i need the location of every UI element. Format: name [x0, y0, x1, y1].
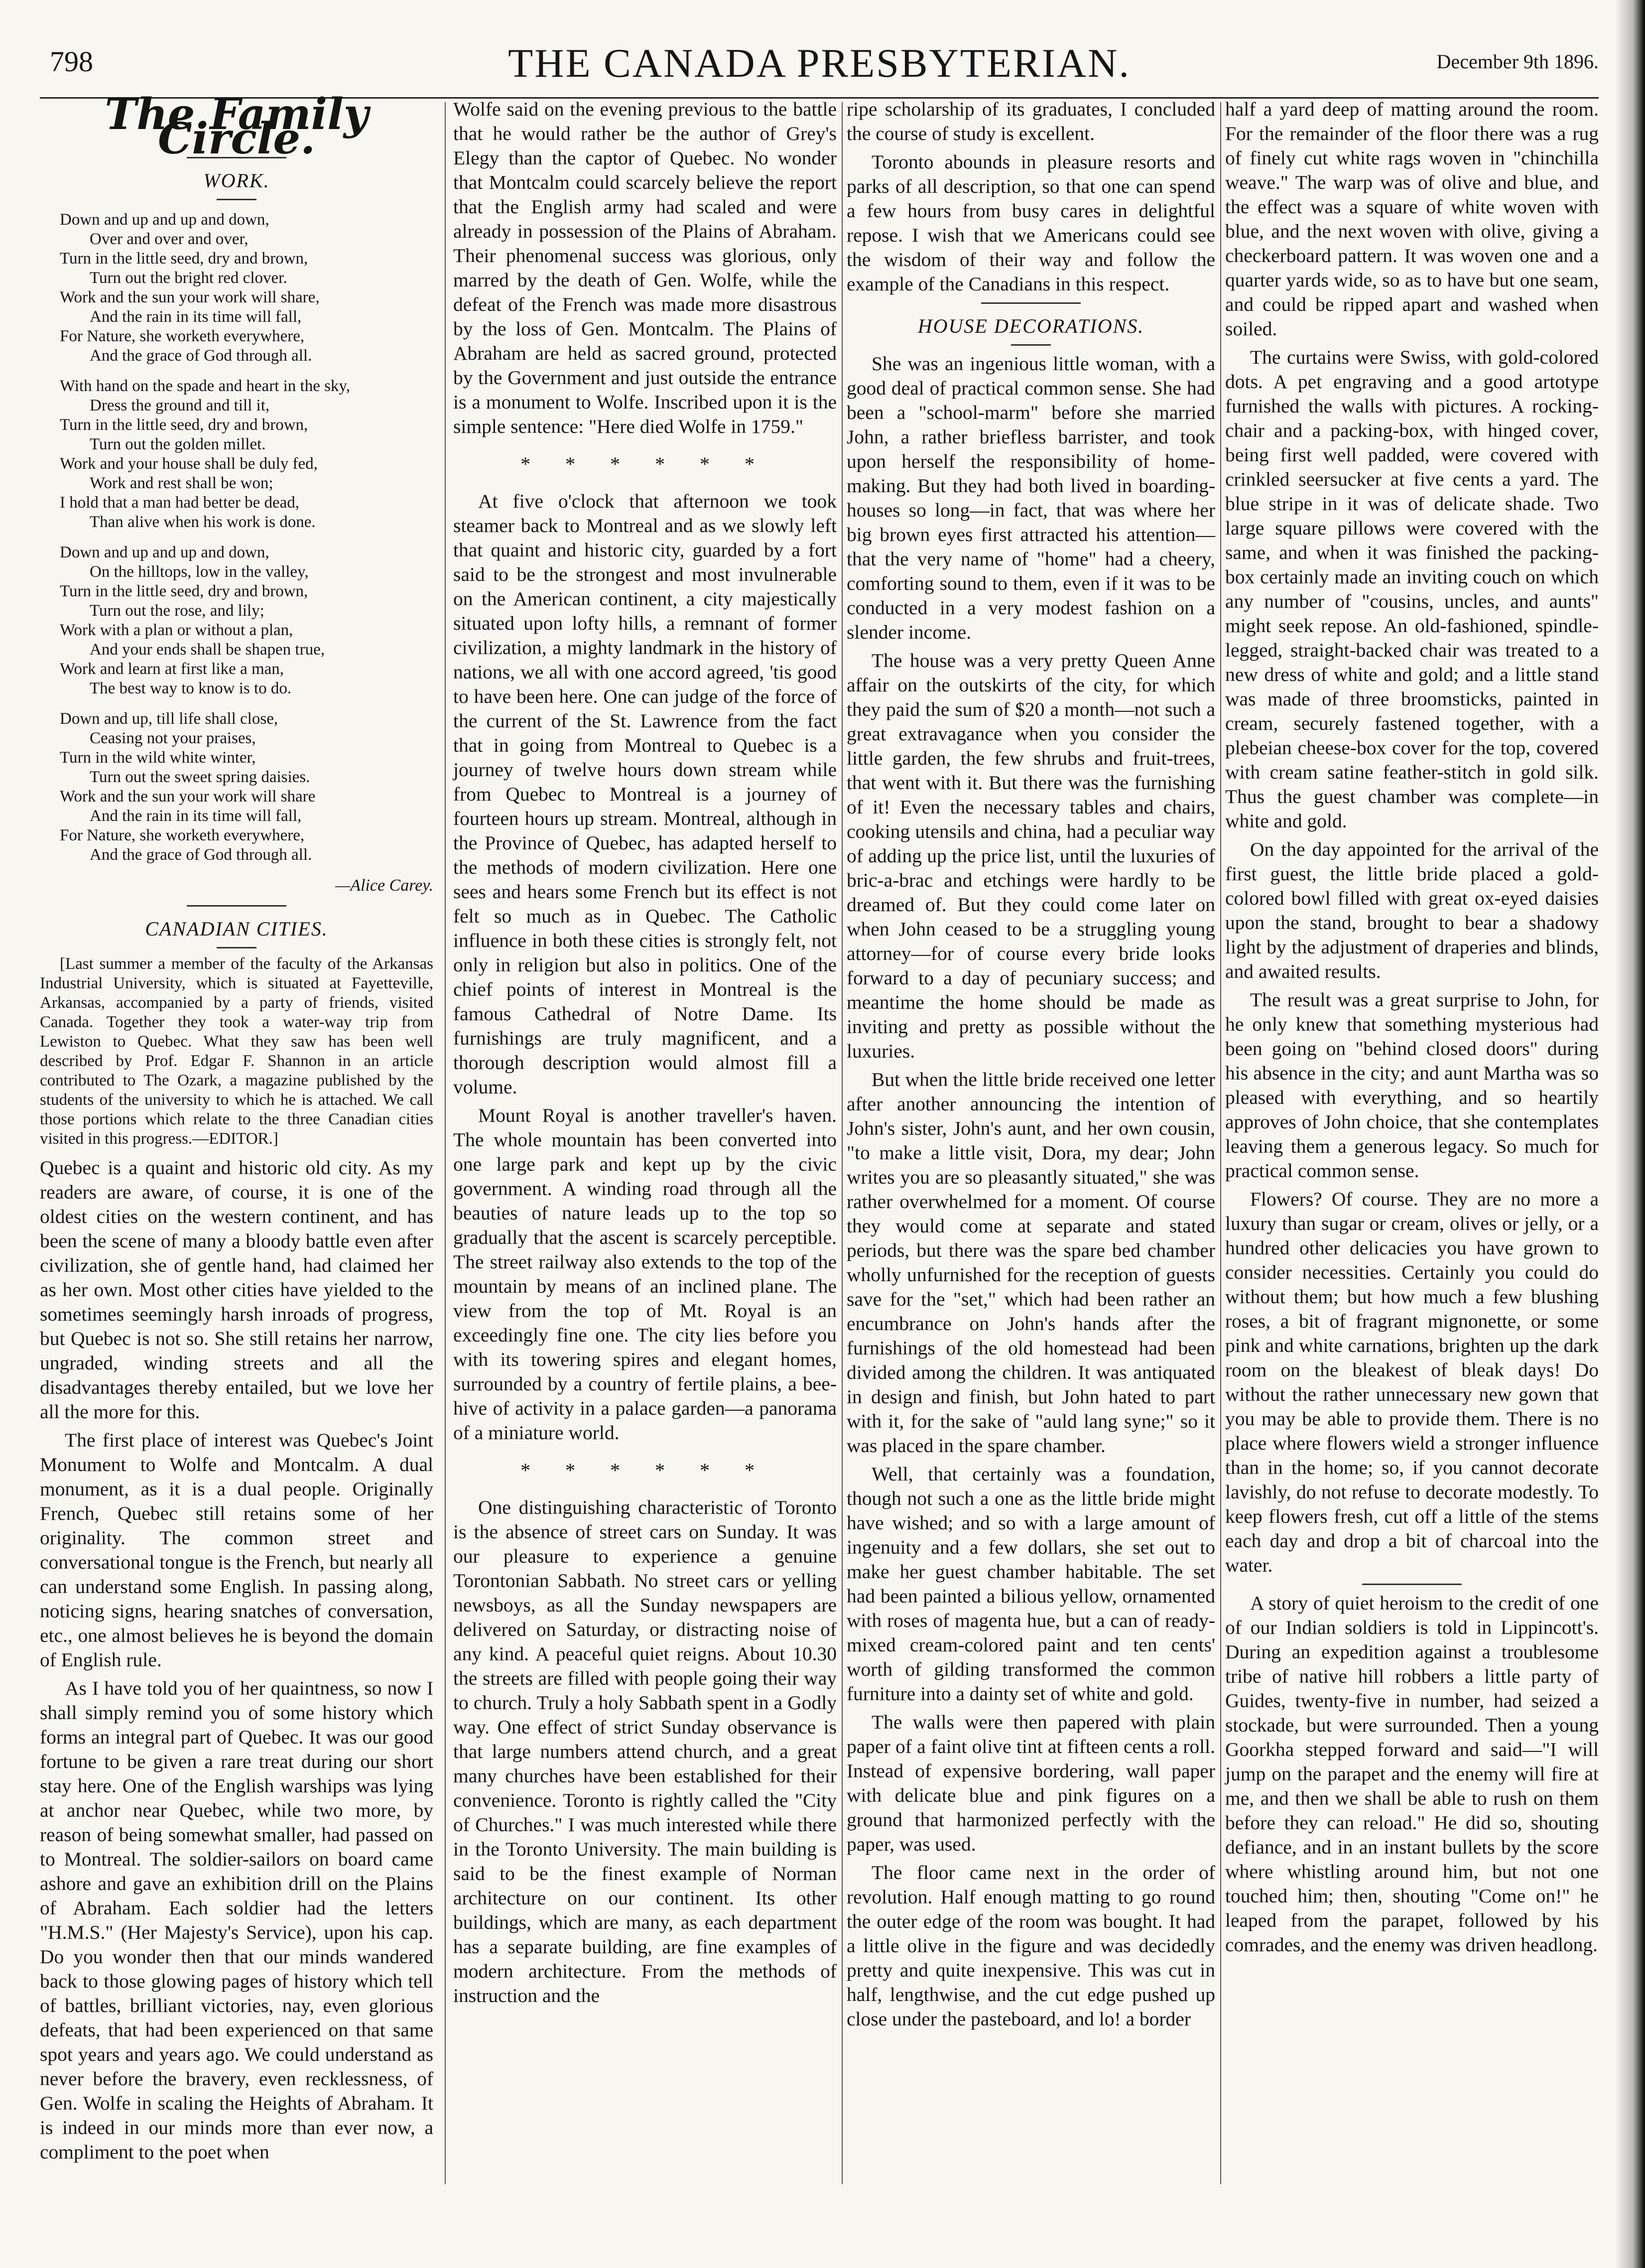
paragraph: One distinguishing characteristic of Toronto is the absence of street cars on Sunday. It was our pleasure to experience a genuine Torontonian Sabbath. No street cars or yelling newsboys, as all the Sunday newspapers are delivered on Saturday, or distracting noise of any kind. A peaceful quiet reigns. About 10.30 the streets are filled with people going their way to church. Truly a holy Sabbath spent in a Godly way. One effect of strict Sunday observance is that large numbers attend church, and a great many churches have been established for their convenience. Toronto is rightly called the "City of Churches." I was much interested while there in the Toronto University. The main building is said to be the finest example of Norman architecture on our continent. Its other buildings, which are many, as each department has a separate building, are fine examples of modern architecture. From the methods of instruction and the [453, 1496, 837, 2006]
paragraph: Well, that certainly was a foundation, though not such a one as the little bride might have wished; and so with a large amount of ingenuity and a few dollars, she set out to make her guest chamber habitable. The set had been painted a bilious yellow, ornamented with roses of magenta hue, but a can of ready-mixed cream-colored paint and ten cents' worth of gilding transformed the common furniture into a dainty set of white and gold. [847, 1463, 1215, 1705]
poem-line: Than alive when his work is done. [90, 513, 316, 531]
poem-stanza-2 [60, 377, 433, 532]
article-rule [217, 947, 256, 948]
poem-line: Work with a plan or without a plan, [60, 621, 293, 639]
poem-line: Down and up, till life shall close, [60, 710, 278, 728]
poem-stanza-3 [60, 543, 433, 698]
paragraph: The curtains were Swiss, with gold-colored dots. A pet engraving and a good artotype furnished the walls with pictures. A rocking-chair and a packing-box, with hinged cover, being first well padded, were covered with crinkled seersucker at five cents a yard. The blue stripe in it was of delicate shade. Two large square pillows were covered with the same, and when it was finished the packing-box certainly made an inviting couch on which any number of "cousins, uncles, and aunts" might seek repose. An old-fashioned, spindle-legged, straight-backed chair was treated to a new dress of white and gold; and a little stand was made of three broomsticks, painted in cream, securely fastened together, with a plebeian cheese-box cover for the top, covered with cream satine feather-stitch in gold silk. Thus the guest chamber was complete—in white and gold. [1225, 346, 1599, 832]
paragraph: The result was a great surprise to John, for he only knew that something mysterious had been going on "behind closed doors" during his absence in the city; and aunt Martha was so pleased with everything, and so heartily approves of John choice, that she contemplates leaving them a generous legacy. So much for practical common sense. [1225, 989, 1599, 1182]
poem-line: Over and over and over, [90, 230, 249, 248]
poem-line: And the grace of God through all. [90, 846, 312, 864]
poem-line: Work and rest shall be won; [90, 474, 273, 492]
column-3 [847, 97, 1215, 2035]
editor-note: [Last summer a member of the faculty of the Arkansas Industrial University, which is situated at Fayetteville, Arkansas, accompanied by a party of friends, visited Canada. Together they took a water-way trip from Lewiston to Quebec. What they saw has been well described by Prof. Edgar F. Shannon in an article contributed to The Ozark, a magazine published by the students of the university to which he is attached. We call those portions which relate to the three Canadian cities visited in this progress.—EDITOR.] [40, 955, 433, 1148]
poem-line: Turn in the little seed, dry and brown, [60, 250, 308, 267]
article-title: CANADIAN CITIES. [145, 918, 328, 940]
poem-stanza-1 [60, 210, 433, 366]
section-break: * * * * * * [520, 453, 769, 475]
poem-line: For Nature, she worketh everywhere, [60, 826, 305, 844]
poem-line: Down and up and up and down, [60, 543, 269, 561]
paragraph: Toronto abounds in pleasure resorts and parks of all description, so that one can spend a few hours from busy cares in delightful repose. I wish that we Americans could see the wisdom of their way and follow the example of the Canadians in this respect. [847, 151, 1215, 295]
section-rule [187, 905, 286, 907]
column-divider [1220, 102, 1221, 2184]
paragraph: Quebec is a quaint and historic old city. As my readers are aware, of course, it is one of the oldest cities on the western continent, and has been the scene of many a bloody battle even after civilization, she of gentle hand, had claimed her as her own. Most other cities have yielded to the sometimes seemingly harsh inroads of progress, but Quebec is not so. She still retains her narrow, ungraded, winding streets and all the disadvantages thereby entailed, but we love her all the more for this. [40, 1157, 433, 1423]
paragraph: She was an ingenious little woman, with a good deal of practical common sense. She had been a "school-marm" before she married John, a rather briefless barrister, and took upon herself the responsibility of home-making. But they had both lived in boarding-houses so long—in fact, that was where her big brown eyes first attracted his attention—that the very name of "home" had a cheery, comforting sound to them, even if it was to be conducted in a very modest fashion on a slender income. [847, 353, 1215, 643]
page-number: 798 [50, 45, 93, 78]
scan-edge-shadow [1615, 0, 1645, 2268]
column-divider [842, 102, 843, 2184]
poem-author: —Alice Carey. [335, 876, 433, 895]
poem-line: Turn out the golden millet. [90, 435, 266, 453]
poem-line: And the rain in its time will fall, [90, 807, 302, 825]
paragraph: Wolfe said on the evening previous to the battle that he would rather be the author of Grey's Elegy than the captor of Quebec. No wonder that Montcalm could scarcely believe the report that the English army had scaled and were already in possession of the Plains of Abraham. Their phenomenal success was glorious, only marred by the death of Gen. Wolfe, while the defeat of the French was made more disastrous by the loss of Gen. Montcalm. The Plains of Abraham are held as sacred ground, protected by the Government and just outside the entrance is a monument to Wolfe. Inscribed upon it is the simple sentence: "Here died Wolfe in 1759." [453, 98, 837, 437]
poem-line: Ceasing not your praises, [90, 729, 256, 747]
poem-line: Turn in the little seed, dry and brown, [60, 582, 308, 600]
poem-line: And the rain in its time will fall, [90, 308, 302, 326]
poem-line: I hold that a man had better be dead, [60, 494, 300, 512]
paragraph: As I have told you of her quaintness, so now I shall simply remind you of some history which forms an integral part of Quebec. It was our good fortune to be given a rare treat during our short stay here. One of the English warships was lying at anchor near Quebec, while two more, by reason of being somewhat smaller, had passed on to Montreal. The soldier-sailors on board came ashore and gave an exhibition drill on the Plains of Abraham. Each soldier had the letters "H.M.S." (Her Majesty's Service), upon his cap. Do you wonder then that our minds wandered back to those glowing pages of history which tell of battles, brilliant victories, nay, even glorious defeats, that had been experienced on that same spot years and years ago. We could understand as never before the bravery, even recklessness, of Gen. Wolfe in scaling the Heights of Abraham. It is indeed in our minds more than ever now, a compliment to the poet when [40, 1677, 433, 2163]
paragraph: But when the little bride received one letter after another announcing the intention of John's sister, John's aunt, and her own cousin, "to make a little visit, Dora, my dear; John writes you are so pleasantly situated," she was rather overwhelmed for a moment. Of course they would come at separate and stated periods, but there was the spare bed chamber wholly unfurnished for the reception of guests save for the "set," which had been rather an encumbrance on John's hands after the furnishings of the old homestead had been divided among the children. It was antiquated in design and finish, but John hated to part with it, for the sake of "auld lang syne;" so it was placed in the spare chamber. [847, 1068, 1215, 1457]
poem-line: Work and learn at first like a man, [60, 660, 284, 678]
poem-line: With hand on the spade and heart in the sky, [60, 377, 351, 395]
section-rule [981, 302, 1081, 304]
paragraph: Mount Royal is another traveller's haven. The whole mountain has been converted into one large park and kept up by the civic government. A winding road through all the beauties of nature leads up to the top so gradually that the ascent is scarcely perceptible. The street railway also extends to the top of the mountain by means of an inclined plane. The view from the top of Mt. Royal is an exceedingly fine one. The city lies before you with its towering spires and elegant homes, surrounded by a country of fertile plains, a bee-hive of activity in a palace garden—a panorama of a miniature world. [453, 1104, 837, 1444]
column-1 [40, 89, 433, 2168]
poem-line: Turn out the sweet spring daisies. [90, 768, 310, 786]
poem-stanza-4 [60, 709, 433, 865]
poem-line: Dress the ground and till it, [90, 397, 270, 414]
section-break: * * * * * * [520, 1459, 769, 1481]
poem-line: Work and the sun your work will share [60, 788, 316, 805]
poem-line: Work and the sun your work will share, [60, 288, 320, 306]
paragraph: The first place of interest was Quebec's Joint Monument to Wolfe and Montcalm. A dual monument, as it is a dual people. Originally French, Quebec still retains some of her originality. The common street and conversational tongue is the French, but nearly all can understand some English. In passing along, noticing signs, hearing snatches of conversation, etc., one almost believes he is beyond the domain of English rule. [40, 1429, 433, 1671]
paragraph: The walls were then papered with plain paper of a faint olive tint at fifteen cents a roll. Instead of expensive bordering, wall paper with delicate blue and pink figures on a ground that harmonized perfectly with the paper, was used. [847, 1711, 1215, 1855]
paragraph: half a yard deep of matting around the room. For the remainder of the floor there was a rug of finely cut white rags woven in "chinchilla weave." The warp was of olive and blue, and the effect was a square of white woven with blue, and the next woven with olive, giving a checkerboard pattern. It was woven one and a quarter yards wide, so as to have but one seam, and could be ripped apart and washed when soiled. [1225, 98, 1599, 340]
article-title: HOUSE DECORATIONS. [917, 315, 1144, 337]
poem-line: On the hilltops, low in the valley, [90, 563, 309, 581]
paragraph: The floor came next in the order of revolution. Half enough matting to go round the outer edge of the room was bought. It had a little olive in the figure and was decidedly pretty and quite inexpensive. This was cut in half, lengthwise, and the cut edge pushed up close under the pasteboard, and lo! a border [847, 1862, 1215, 2030]
article-rule [1011, 344, 1051, 346]
poem-line: Turn out the bright red clover. [90, 269, 287, 287]
poem-line: And your ends shall be shapen true, [90, 641, 325, 659]
poem-line: And the grace of God through all. [90, 347, 312, 365]
poem-rule [217, 199, 256, 200]
section-rule [1362, 1584, 1462, 1585]
issue-date: December 9th 1896. [1436, 50, 1599, 73]
poem-line: The best way to know is to do. [90, 679, 292, 697]
poem-line: Turn out the rose, and lily; [90, 602, 264, 620]
paragraph: Flowers? Of course. They are no more a luxury than sugar or cream, olives or jelly, or a hundred other delicacies you have grown to consider necessities. Certainly you could do without them; but how much a few blushing roses, a bit of fragrant mignonette, or some pink and white carnations, brighten up the dark room on the bleakest of bleak days! Do without the rather unnecessary new gown that you may be able to provide them. There is no place where flowers wield a stronger influence than in the home; so, if you cannot decorate lavishly, do not refuse to decorate modestly. To keep flowers fresh, cut off a little of the stems each day and drop a bit of charcoal into the water. [1225, 1188, 1599, 1576]
column-divider [445, 102, 446, 2184]
paragraph: ripe scholarship of its graduates, I concluded the course of study is excellent. [847, 98, 1215, 144]
column-2 [453, 97, 837, 2012]
poem-title: WORK. [203, 169, 270, 192]
section-title: The Family Circle. [105, 89, 369, 164]
paragraph: On the day appointed for the arrival of the first guest, the little bride placed a gold-colored bowl filled with great ox-eyed daisies upon the stand, brought to bear a shadowy light by the adjustment of draperies and blinds, and awaited results. [1225, 838, 1599, 982]
poem-line: Down and up and up and down, [60, 211, 269, 229]
paper-title: THE CANADA PRESBYTERIAN. [508, 40, 1131, 86]
poem-line: For Nature, she worketh everywhere, [60, 327, 305, 345]
poem-line: Work and your house shall be duly fed, [60, 455, 318, 473]
column-4 [1225, 97, 1599, 1961]
paragraph: The house was a very pretty Queen Anne affair on the outskirts of the city, for which they paid the sum of $20 a month—not such a great extravagance when you consider the little garden, the few shrubs and fruit-trees, that went with it. But there was the furnishing of it! Even the necessary tables and chairs, cooking utensils and china, had a peculiar way of adding up the price list, until the luxuries of bric-a-brac and etchings were hardly to be dreamed of. But they could come later on when John ceased to be a struggling young attorney—for of course every bride looks forward to a day of pecuniary success; and meantime the home should be made as inviting and pretty as possible without the luxuries. [847, 650, 1215, 1062]
poem-work [60, 210, 433, 895]
paragraph: A story of quiet heroism to the credit of one of our Indian soldiers is told in Lippincott's. During an expedition against a troublesome tribe of native hill robbers a little party of Guides, twenty-five in number, had seized a stockade, but were surrounded. Then a young Goorkha stepped forward and said—"I will jump on the parapet and the enemy will fire at me, and then we shall be able to rush on them before they can reload." He did so, shouting defiance, and in an instant bullets by the score where whistling around him, but not one touched him; then, shouting "Come on!" he leaped from the parapet, followed by his comrades, and the enemy was driven headlong. [1225, 1592, 1599, 1956]
poem-line: Turn in the wild white winter, [60, 749, 256, 767]
paragraph: At five o'clock that afternoon we took steamer back to Montreal and as we slowly left that quaint and historic city, guarded by a fort said to be the strongest and most invulnerable on the American continent, a city majestically situated upon lofty hills, a remnant of former civilization, a mighty landmark in the history of nations, we all with one accord agreed, 'tis good to have been here. One can judge of the force of the current of the St. Lawrence from the fact that in going from Montreal to Quebec is a journey of twelve hours down stream while from Quebec to Montreal is a journey of fourteen hours up stream. Montreal, although in the Province of Quebec, has adapted herself to the methods of modern civilization. Here one sees and hears some French but its effect is not felt so much as in Quebec. The Catholic influence in both these cities is strongly felt, not only in religion but also in politics. One of the chief points of interest in Montreal is the famous Cathedral of Notre Dame. Its furnishings are truly magnificent, and a thorough description would almost fill a volume. [453, 490, 837, 1098]
poem-line: Turn in the little seed, dry and brown, [60, 416, 308, 434]
